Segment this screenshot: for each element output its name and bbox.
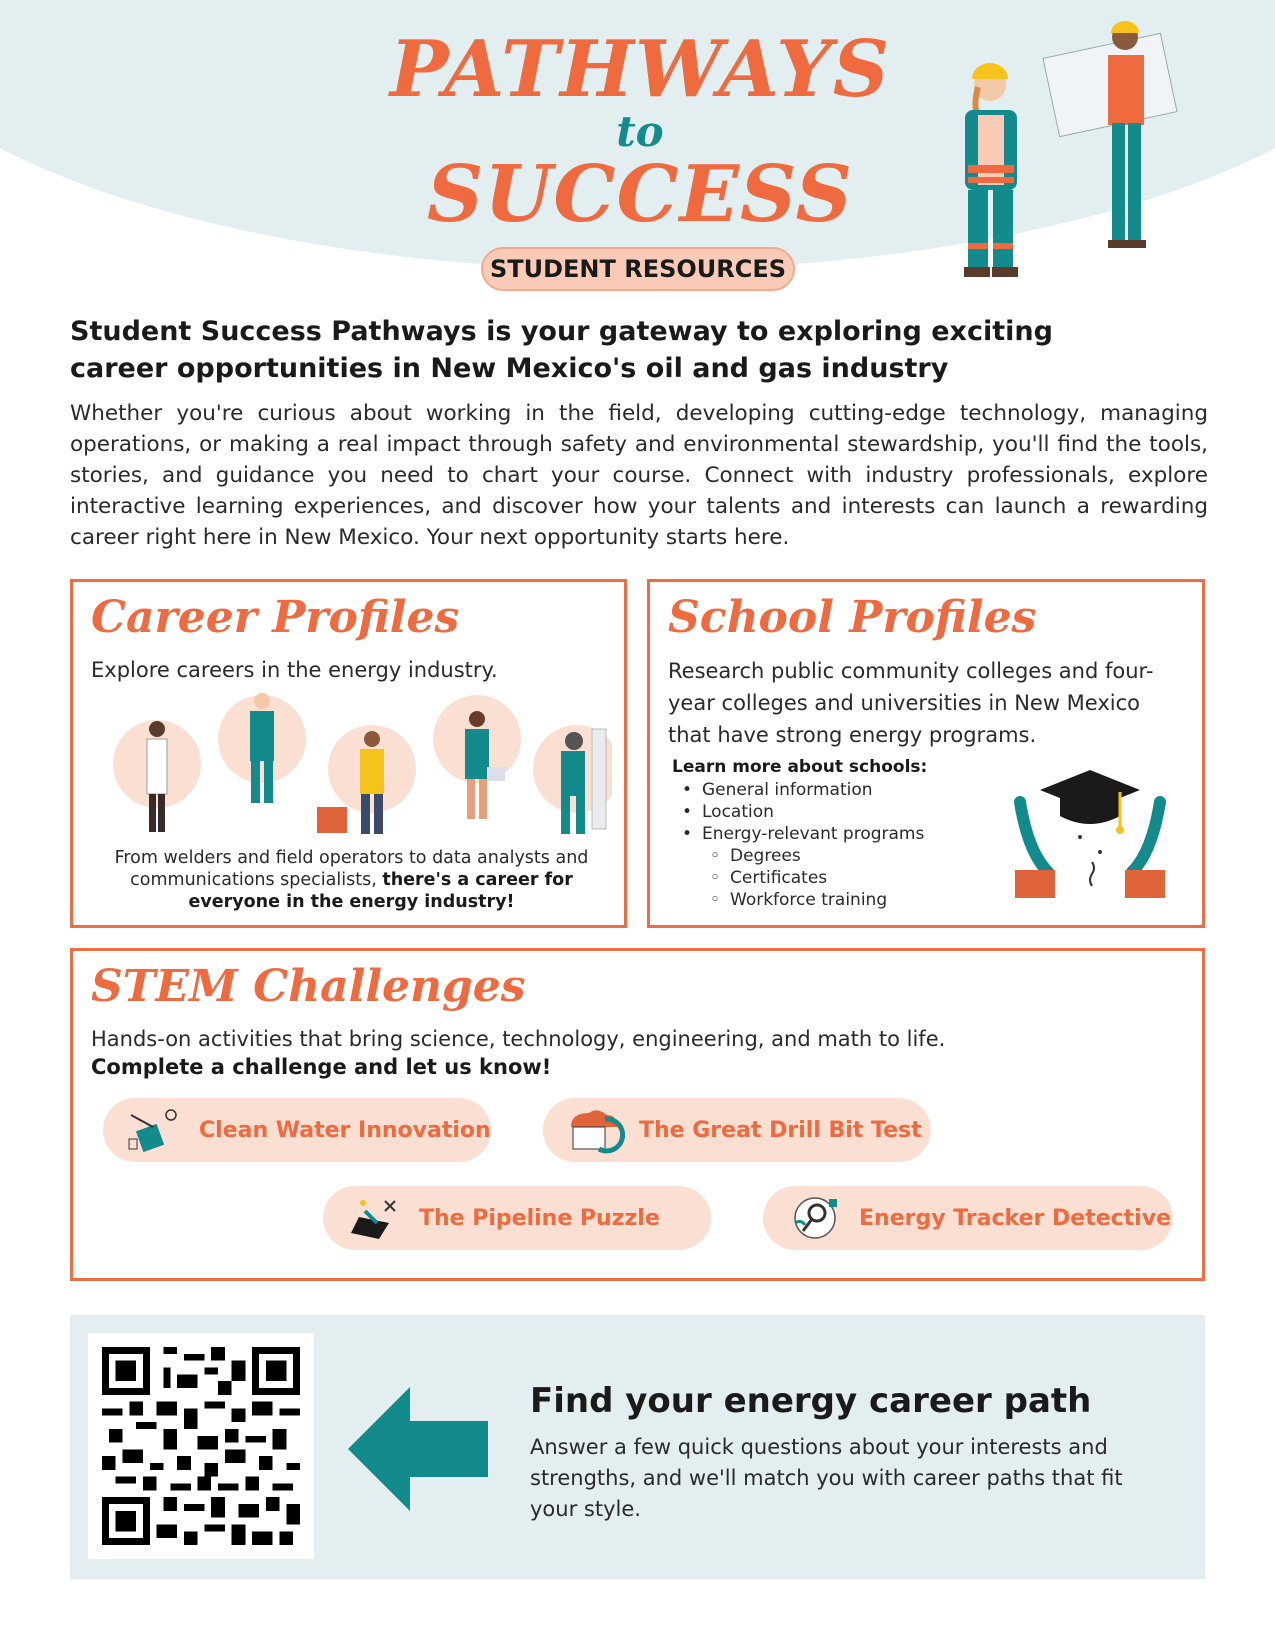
drill-test-icon (565, 1105, 625, 1155)
stem-challenges-cta: Complete a challenge and let us know! (91, 1055, 552, 1079)
school-profiles-card[interactable] (647, 579, 1205, 928)
list-sub-item: ◦ Certificates (702, 867, 924, 889)
list-sub-item: ◦ Workforce training (702, 889, 924, 911)
stem-challenges-title: STEM Challenges (91, 961, 526, 1012)
energy-workers-illustration (930, 15, 1180, 290)
list-item: • General information (702, 779, 924, 801)
qr-code-icon[interactable] (88, 1333, 314, 1559)
career-caption-emphasis: there's a career for everyone in the energy industry! (188, 870, 573, 912)
career-profiles-title: Career Profiles (91, 592, 460, 643)
challenge-drill-bit-button[interactable] (543, 1098, 931, 1162)
career-caption-text: From welders and field operators to data analysts and communications specialists, (114, 848, 589, 890)
school-info-list (702, 779, 924, 911)
stem-challenges-card (70, 948, 1205, 1281)
graduation-cap-icon (1000, 762, 1180, 912)
water-lab-icon (125, 1105, 185, 1155)
school-profiles-title: School Profiles (668, 592, 1037, 643)
career-workers-illustration (87, 689, 612, 839)
challenge-clean-water-button[interactable] (103, 1098, 491, 1162)
title-line-pathways: PATHWAYS (389, 24, 891, 115)
magnifier-icon (785, 1193, 845, 1243)
challenge-energy-tracker-button[interactable] (763, 1186, 1173, 1250)
arrow-left-icon (348, 1387, 488, 1511)
title-line-to: to (616, 107, 664, 156)
title-line-success: SUCCESS (427, 149, 853, 240)
challenge-label: The Great Drill Bit Test (639, 1117, 922, 1143)
pipeline-icon (345, 1193, 405, 1243)
intro-heading: Student Success Pathways is your gateway to exploring exciting career opportunities in New Mexico's oil and gas industry (70, 316, 1053, 384)
career-quiz-description: Answer a few quick questions about your interests and strengths, and we'll match you with career paths that fit your style. (530, 1435, 1123, 1521)
challenge-label: Clean Water Innovation (199, 1117, 491, 1143)
intro-paragraph: Whether you're curious about working in the field, developing cutting-edge technology, managing operations, or making a real impact through safety and environmental stewardship, you'll find the tools, stories, and guidance you need to chart your course. Connect with industry professionals, explore interactive learning experiences, and discover how your talents and interests can launch a rewarding career right here in New Mexico. Your next opportunity starts here. (70, 401, 1208, 550)
stem-challenges-subtitle: Hands-on activities that bring science, technology, engineering, and math to life. (91, 1027, 946, 1051)
list-sub-item: ◦ Degrees (702, 845, 924, 867)
career-quiz-title: Find your energy career path (530, 1381, 1092, 1421)
career-profiles-card[interactable] (70, 579, 627, 928)
student-resources-badge: STUDENT RESOURCES (481, 247, 795, 291)
learn-more-label: Learn more about schools: (672, 757, 928, 777)
career-profiles-subtitle: Explore careers in the energy industry. (91, 658, 498, 682)
challenge-label: Energy Tracker Detective (859, 1205, 1171, 1231)
school-profiles-description: Research public community colleges and four-year colleges and universities in New Mexico that have strong energy programs. (668, 659, 1154, 747)
page-title (320, 24, 960, 240)
career-quiz-section (70, 1315, 1205, 1579)
list-item: • Location (702, 801, 924, 823)
challenge-pipeline-button[interactable] (323, 1186, 711, 1250)
list-item: • Energy-relevant programs (702, 823, 924, 845)
challenge-label: The Pipeline Puzzle (419, 1205, 660, 1231)
career-profiles-caption (93, 847, 610, 913)
